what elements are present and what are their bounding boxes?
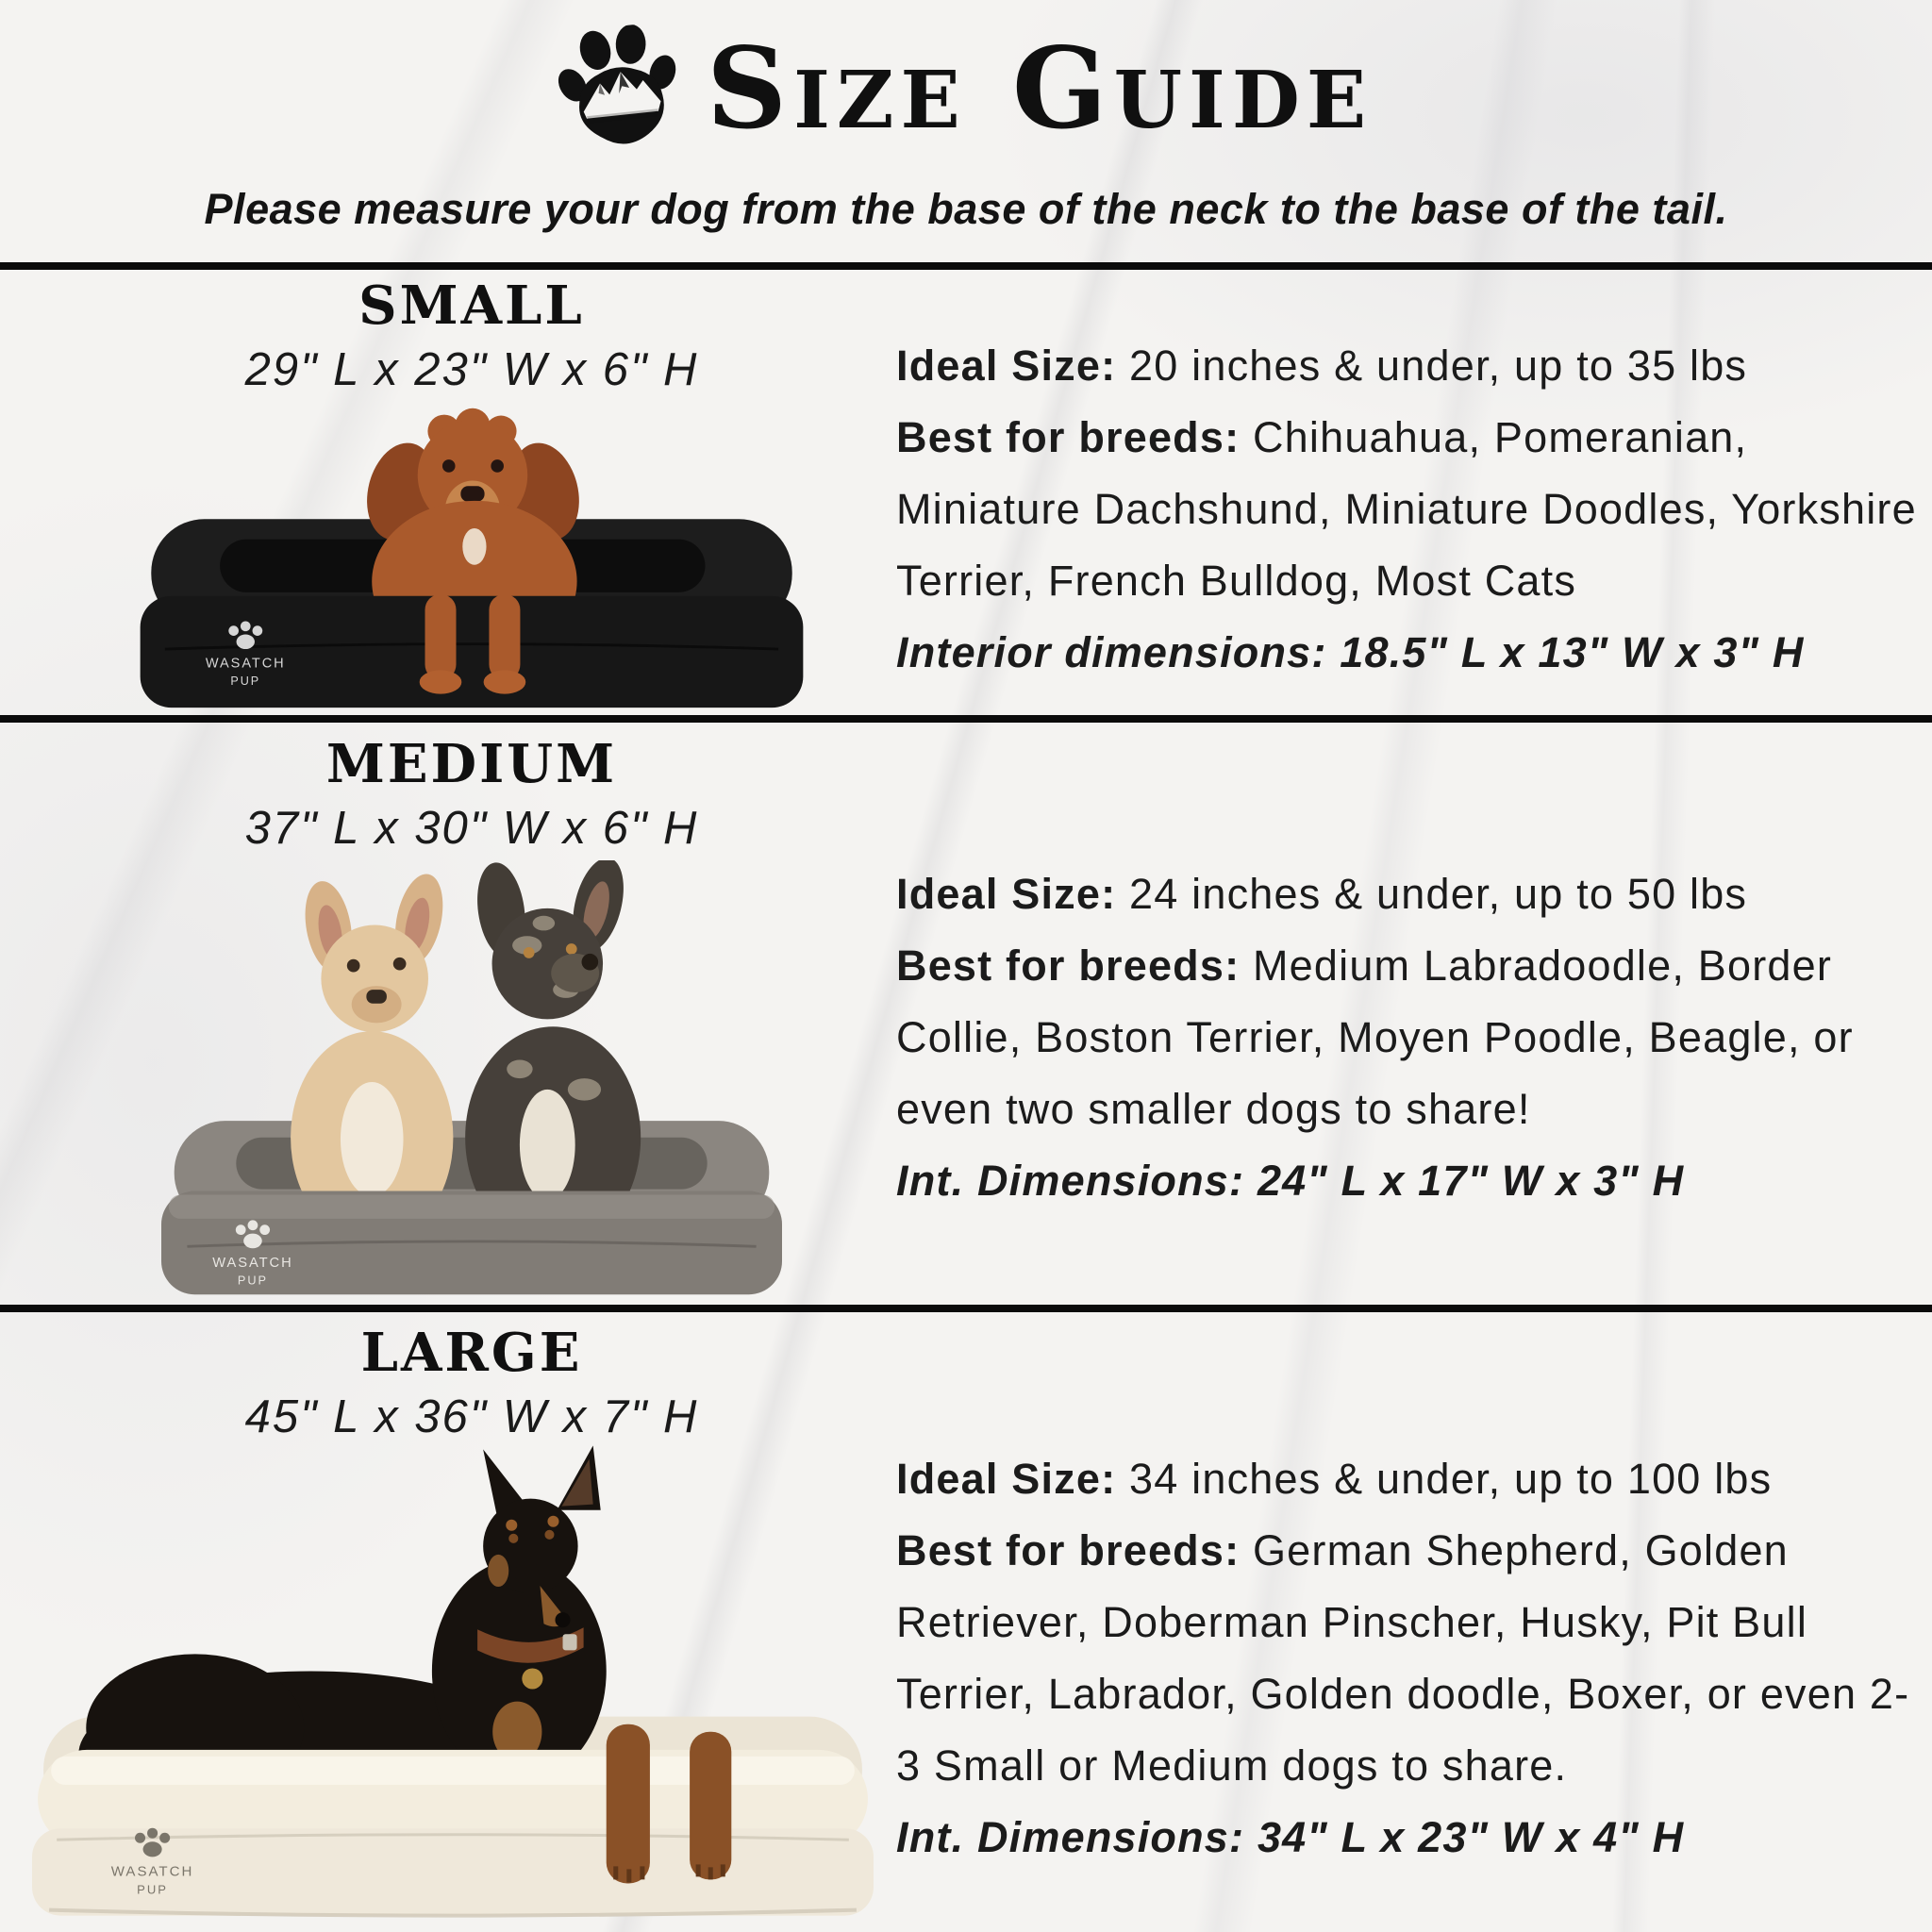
ideal-size-label: Ideal Size: bbox=[896, 870, 1117, 918]
medium-dog-merle bbox=[465, 860, 641, 1248]
interior-dims-label: Interior dimensions: bbox=[896, 628, 1327, 676]
page-title: Size Guide bbox=[706, 23, 1374, 155]
section-medium-right bbox=[896, 858, 1928, 1217]
size-dims-small: 29" L x 23" W x 6" H bbox=[244, 344, 699, 396]
divider-1 bbox=[0, 262, 1932, 270]
ideal-size-value: 34 inches & under, up to 100 lbs bbox=[1128, 1455, 1773, 1503]
medium-dog-cream bbox=[291, 870, 453, 1243]
breeds-label: Best for breeds: bbox=[896, 413, 1241, 461]
interior-dims-value: 24" L x 17" W x 3" H bbox=[1257, 1157, 1685, 1205]
section-large-right bbox=[896, 1443, 1928, 1874]
paw-mountain-logo-svg bbox=[553, 21, 686, 158]
divider-2 bbox=[0, 715, 1932, 723]
ideal-size-label: Ideal Size: bbox=[896, 341, 1117, 390]
subtitle: Please measure your dog from the base of the neck to the base of the tail. bbox=[204, 185, 1728, 233]
size-dims-large: 45" L x 36" W x 7" H bbox=[244, 1391, 699, 1443]
size-dims-medium: 37" L x 30" W x 6" H bbox=[244, 803, 699, 855]
ideal-size-line bbox=[896, 330, 1928, 402]
section-small-left bbox=[94, 277, 849, 713]
size-name-large: LARGE bbox=[360, 1322, 583, 1384]
breeds-value: German Shepherd, Golden Retriever, Doberman Pinscher, Husky, Pit Bull Terrier, Labrador, Golden doodle, Boxer, or even 2-3 Small or Medium dogs to share. bbox=[896, 1526, 1910, 1790]
brand-sub-large: PUP bbox=[137, 1882, 169, 1897]
interior-dims-line bbox=[896, 1802, 1928, 1874]
interior-dims-line bbox=[896, 1145, 1928, 1217]
interior-dims-label: Int. Dimensions: bbox=[896, 1813, 1245, 1861]
ideal-size-label: Ideal Size: bbox=[896, 1455, 1117, 1503]
breeds-line bbox=[896, 930, 1928, 1145]
ideal-size-value: 20 inches & under, up to 35 lbs bbox=[1128, 341, 1748, 390]
interior-dims-line bbox=[896, 617, 1928, 689]
breeds-line bbox=[896, 1515, 1928, 1802]
section-small-right bbox=[896, 330, 1928, 689]
ideal-size-line bbox=[896, 858, 1928, 930]
brand-name-small: WASATCH bbox=[205, 656, 286, 672]
section-medium-left bbox=[94, 733, 849, 1304]
breeds-value: Medium Labradoodle, Border Collie, Boston Terrier, Moyen Poodle, Beagle, or even two smaller dogs to share! bbox=[896, 941, 1854, 1133]
medium-photo bbox=[94, 860, 849, 1304]
section-large-left bbox=[94, 1324, 849, 1443]
interior-dims-value: 34" L x 23" W x 4" H bbox=[1257, 1813, 1685, 1861]
small-photo bbox=[94, 402, 849, 713]
size-name-medium: MEDIUM bbox=[325, 733, 618, 795]
paw-mountain-icon bbox=[553, 21, 686, 158]
size-name-small: SMALL bbox=[358, 275, 585, 337]
brand-sub-medium: PUP bbox=[237, 1273, 268, 1288]
small-bed-front bbox=[141, 596, 804, 708]
collar-tag bbox=[522, 1668, 542, 1689]
large-photo bbox=[26, 1441, 879, 1921]
breeds-label: Best for breeds: bbox=[896, 941, 1241, 990]
interior-dims-value: 18.5" L x 13" W x 3" H bbox=[1340, 628, 1805, 676]
brand-name-large: WASATCH bbox=[110, 1863, 194, 1880]
divider-3 bbox=[0, 1305, 1932, 1312]
small-photo-illustration bbox=[113, 402, 830, 713]
interior-dims-label: Int. Dimensions: bbox=[896, 1157, 1245, 1205]
ideal-size-value: 24 inches & under, up to 50 lbs bbox=[1128, 870, 1748, 918]
brand-name-medium: WASATCH bbox=[212, 1256, 293, 1272]
breeds-label: Best for breeds: bbox=[896, 1526, 1241, 1574]
breeds-line bbox=[896, 402, 1928, 617]
header bbox=[0, 23, 1932, 155]
medium-photo-illustration bbox=[142, 860, 802, 1304]
brand-sub-small: PUP bbox=[230, 675, 261, 689]
large-photo-illustration bbox=[26, 1441, 879, 1921]
ideal-size-line bbox=[896, 1443, 1928, 1515]
breeds-value: Chihuahua, Pomeranian, Miniature Dachshund, Miniature Doodles, Yorkshire Terrier, French Bulldog, Most Cats bbox=[896, 413, 1917, 605]
